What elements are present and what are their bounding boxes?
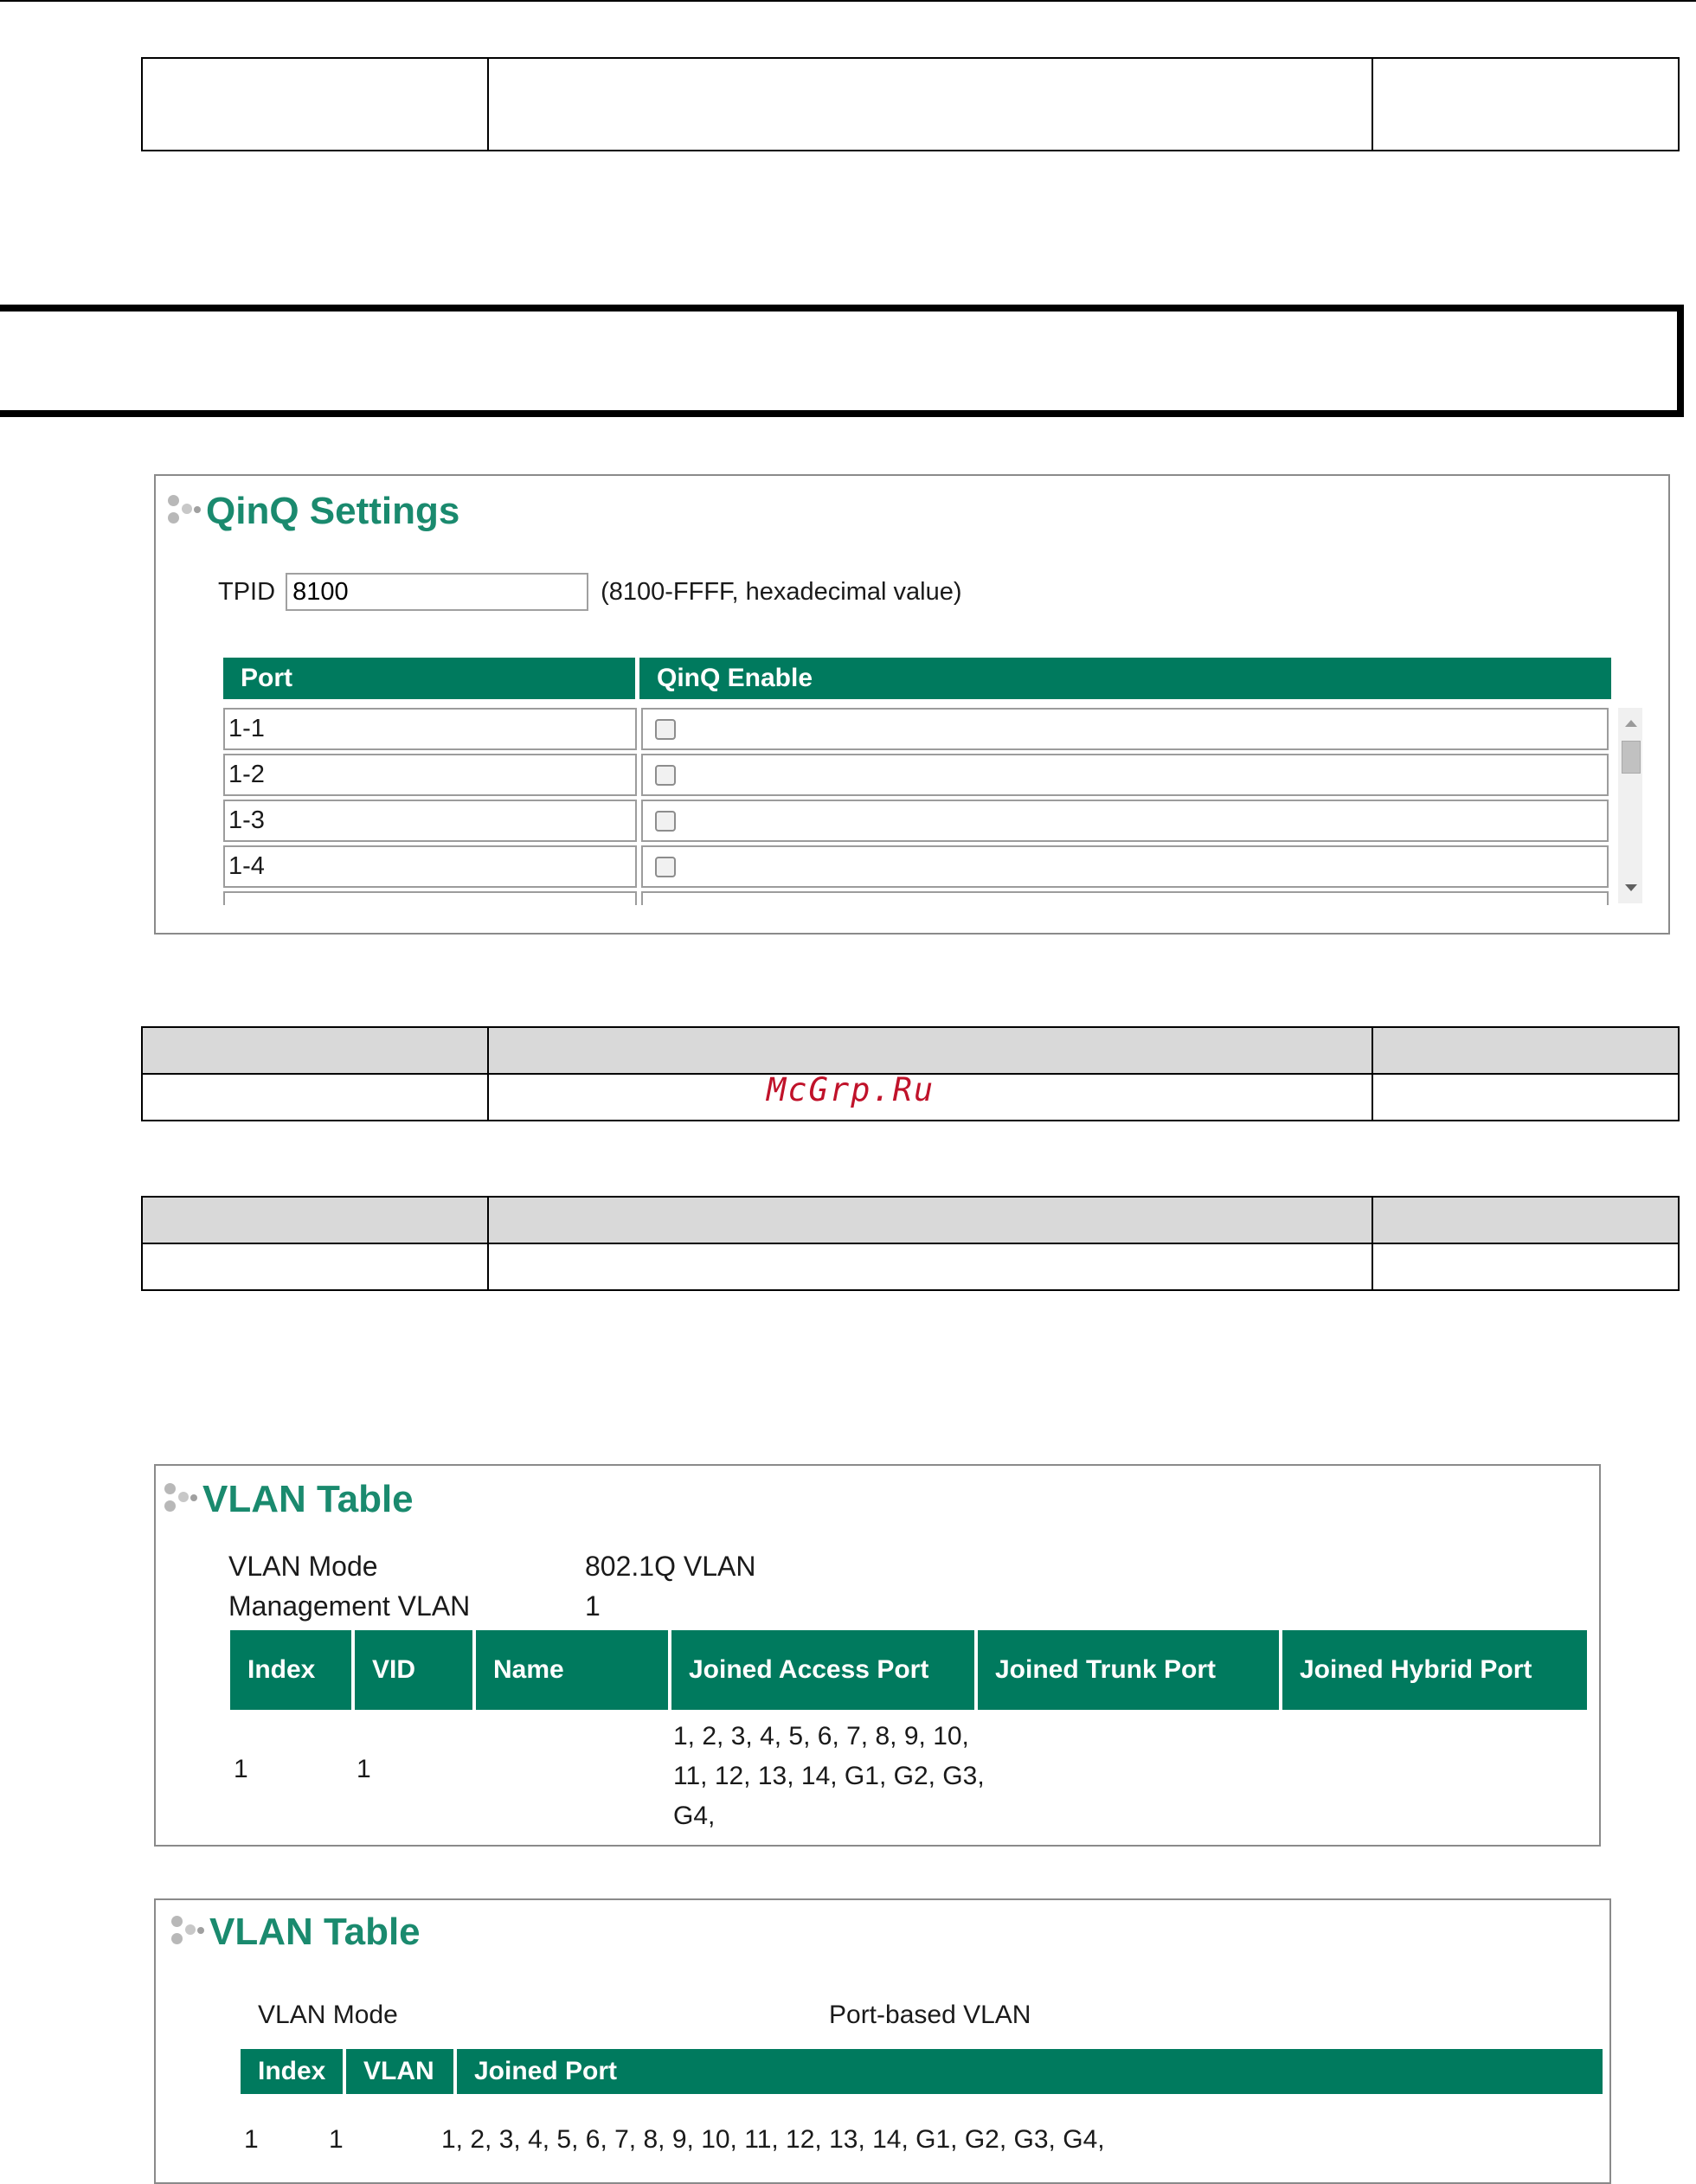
vlan-mode-label: VLAN Mode xyxy=(228,1551,378,1582)
row-joined-access-port: 1, 2, 3, 4, 5, 6, 7, 8, 9, 10, 11, 12, 13, 14, G1, G2, G3, G4, xyxy=(673,1722,985,1830)
qinq-enable-checkbox[interactable] xyxy=(655,719,676,740)
col-vlan: VLAN xyxy=(346,2049,457,2094)
vlan-mode-label: VLAN Mode xyxy=(258,2001,398,2029)
vlan-mode-value: Port-based VLAN xyxy=(829,2001,1031,2029)
vlan-page-title: VLAN Table xyxy=(202,1478,414,1520)
enable-cell xyxy=(641,845,1609,888)
vlan-table-header xyxy=(230,1630,1587,1710)
col-joined-access-port: Joined Access Port xyxy=(671,1630,978,1710)
doc-table-middle-2 xyxy=(141,1196,1680,1291)
qinq-enable-checkbox[interactable] xyxy=(655,811,676,832)
enable-cell xyxy=(641,708,1609,750)
scroll-thumb[interactable] xyxy=(1622,741,1641,774)
enable-cell xyxy=(641,891,1609,905)
vlan-port-table-header xyxy=(241,2049,1603,2094)
port-cell: 1-3 xyxy=(223,800,637,842)
col-joined-hybrid-port: Joined Hybrid Port xyxy=(1282,1630,1587,1710)
row-index: 1 xyxy=(234,1755,248,1783)
qinq-title xyxy=(166,490,459,533)
scroll-up-icon[interactable] xyxy=(1625,720,1637,727)
port-cell: 1-4 xyxy=(223,845,637,888)
mgmt-vlan-value: 1 xyxy=(585,1590,601,1622)
qinq-page-title: QinQ Settings xyxy=(206,490,460,532)
watermark: McGrp.Ru xyxy=(767,1071,935,1108)
table-row xyxy=(223,800,1611,845)
tpid-row xyxy=(218,573,962,611)
col-qinq-enable: QinQ Enable xyxy=(639,658,1611,699)
port-cell: 1-2 xyxy=(223,754,637,796)
row-joined-port: 1, 2, 3, 4, 5, 6, 7, 8, 9, 10, 11, 12, 13, 14, G1, G2, G3, G4, xyxy=(441,2125,1105,2154)
mgmt-vlan-label: Management VLAN xyxy=(228,1590,471,1622)
doc-table-top xyxy=(141,57,1680,151)
col-joined-port: Joined Port xyxy=(457,2049,1603,2094)
col-index: Index xyxy=(230,1630,355,1710)
panel-bullet-icon xyxy=(163,1480,199,1519)
qinq-scrollbar[interactable] xyxy=(1618,708,1642,903)
row-index: 1 xyxy=(244,2125,259,2154)
qinq-enable-checkbox[interactable] xyxy=(655,765,676,786)
vlan-page-title: VLAN Table xyxy=(209,1911,421,1953)
tpid-label: TPID xyxy=(218,577,276,606)
col-port: Port xyxy=(223,658,635,699)
col-name: Name xyxy=(476,1630,671,1710)
qinq-table-header xyxy=(223,658,1611,699)
enable-cell xyxy=(641,800,1609,842)
table-row xyxy=(223,754,1611,800)
section-heading-box xyxy=(0,305,1684,417)
table-row xyxy=(223,708,1611,754)
tpid-hint: (8100-FFFF, hexadecimal value) xyxy=(601,577,962,606)
tpid-input[interactable] xyxy=(286,573,588,611)
scroll-down-icon[interactable] xyxy=(1625,884,1637,891)
vlan-table-title xyxy=(163,1478,414,1521)
vlan-table-title xyxy=(170,1911,421,1954)
panel-bullet-icon xyxy=(166,491,202,531)
table-row xyxy=(223,845,1611,891)
row-vlan: 1 xyxy=(329,2125,344,2154)
panel-bullet-icon xyxy=(170,1912,206,1952)
col-joined-trunk-port: Joined Trunk Port xyxy=(978,1630,1282,1710)
col-vid: VID xyxy=(355,1630,476,1710)
col-index: Index xyxy=(241,2049,346,2094)
vlan-mode-value: 802.1Q VLAN xyxy=(585,1551,756,1582)
enable-cell xyxy=(641,754,1609,796)
qinq-table-body[interactable] xyxy=(223,708,1611,905)
port-cell: 1-1 xyxy=(223,708,637,750)
qinq-enable-checkbox[interactable] xyxy=(655,857,676,877)
row-vid: 1 xyxy=(357,1755,371,1783)
port-cell xyxy=(223,891,637,905)
table-row-partial xyxy=(223,891,1611,905)
top-rule xyxy=(0,0,1696,2)
